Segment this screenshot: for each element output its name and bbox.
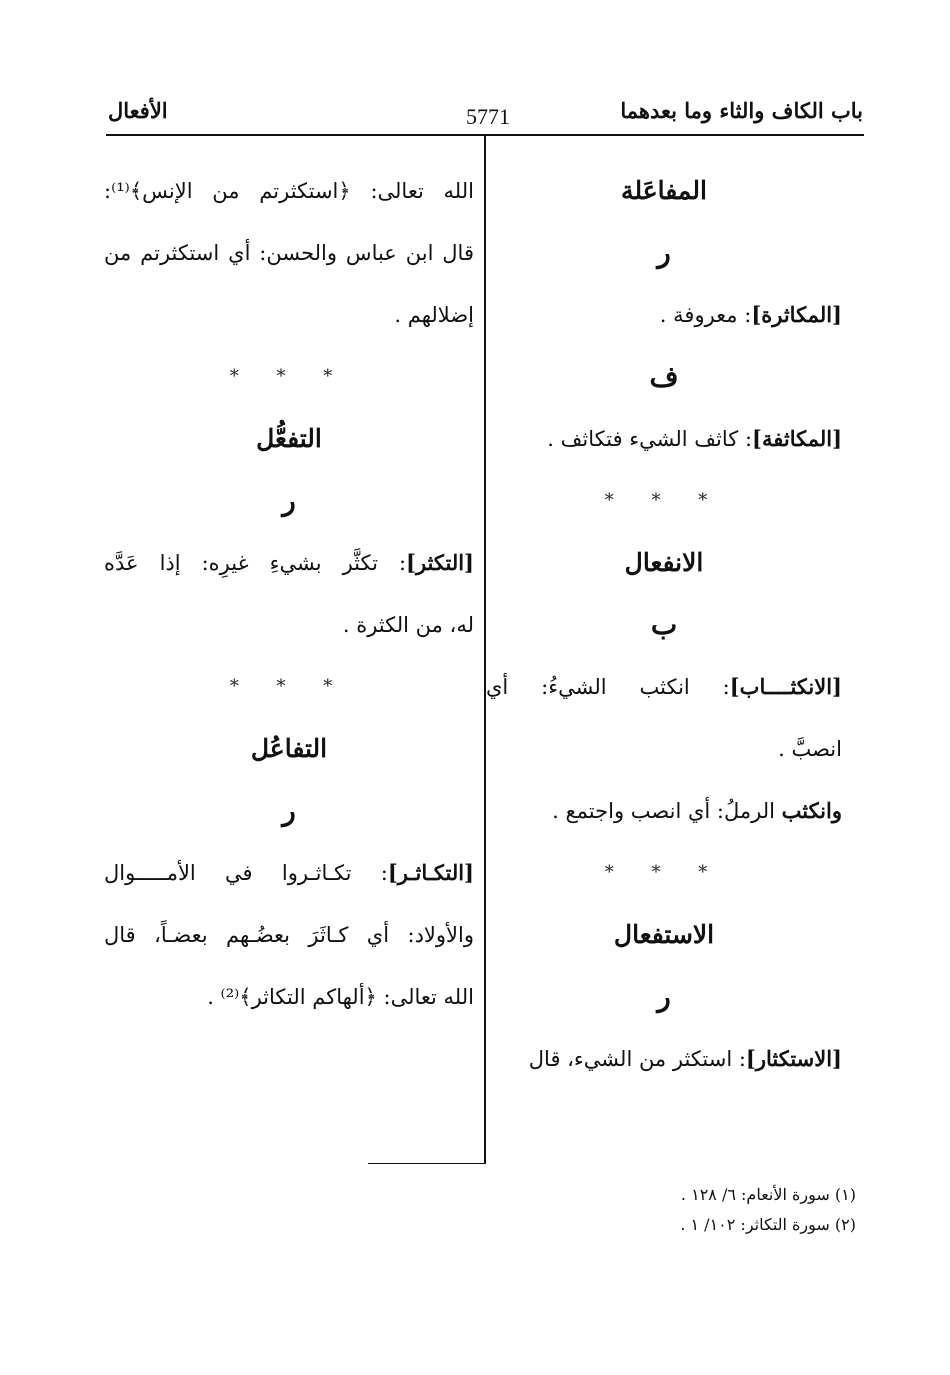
entry-inkithab — [486, 666, 842, 708]
entry-text: : تكثَّر بشيءِ غيرِه: إذا عَدَّه — [104, 551, 407, 575]
text-line: قال ابن عباس والحسن: أي استكثرتم من — [104, 241, 474, 265]
entry-head: [المكاثرة] — [751, 302, 842, 327]
section-title-infial: الانفعال — [624, 548, 704, 577]
right-column — [486, 170, 842, 1080]
section-title-tafaaul: التفاعُل — [250, 734, 328, 763]
entry-head: [التكـاثـر] — [387, 860, 474, 885]
entry-head: [الانكثــــاب] — [729, 674, 842, 699]
section-title-mufaala: المفاعَلة — [621, 176, 707, 205]
entry-head: [الاستكثار] — [745, 1046, 842, 1071]
entry-inkathaba — [486, 790, 842, 832]
letter-heading-ra: ر — [282, 484, 296, 517]
entry-text: : معروفة . — [659, 303, 752, 327]
entry-text: الرملُ: أي انصب واجتمع . — [552, 799, 782, 823]
entry-mukathafa — [486, 418, 842, 460]
chapter-title: باب الكاف والثاء وما بعدهما — [620, 98, 863, 123]
entry-text: : استكثر من الشيء، قال — [528, 1047, 746, 1071]
entry-head: [المكاثفة] — [752, 426, 842, 451]
section-running-title: الأفعال — [108, 98, 168, 123]
entry-takathur — [104, 852, 474, 894]
letter-heading-ra: ر — [282, 794, 296, 827]
entry-text: : كاثف الشيء فتكاثف . — [547, 427, 753, 451]
footnotes — [680, 1180, 856, 1240]
left-column — [104, 170, 474, 1018]
letter-heading-ra: ر — [657, 236, 671, 269]
text-line: الله تعالى: ﴿استكثرتم من الإنس﴾⁽¹⁾: — [104, 179, 474, 203]
entry-text-continued: انصبَّ . — [778, 737, 842, 761]
section-title-tafaul: التفعُّل — [256, 424, 322, 453]
entry-text-continued: والأولاد: أي كـاثَرَ بعضُـهم بعضـاً، قال — [104, 923, 474, 947]
footnote-1: (١) سورة الأنعام: ٦/ ١٢٨ . — [680, 1185, 856, 1204]
letter-heading-ra: ر — [657, 980, 671, 1013]
entry-text-continued: له، من الكثرة . — [342, 613, 474, 637]
letter-heading-fa: ف — [649, 360, 679, 393]
entry-head: [التكثر] — [406, 550, 474, 575]
entry-takaththur — [104, 542, 474, 584]
entry-istikthar — [486, 1038, 842, 1080]
entry-text: : انكثب الشيءُ: أي — [486, 675, 730, 699]
footnote-separator — [368, 1163, 484, 1164]
section-title-istifal: الاستفعال — [613, 920, 715, 949]
text-line: إضلالهم . — [394, 303, 474, 327]
page-number: 5771 — [466, 104, 510, 129]
section-separator: * * * — [229, 676, 349, 697]
section-separator: * * * — [229, 366, 349, 387]
entry-text-continued: الله تعالى: ﴿ألهاكم التكاثر﴾⁽²⁾ . — [207, 985, 474, 1009]
entry-subhead: وانكثب — [781, 798, 842, 823]
entry-text: : تكـاثـروا في الأمـــــوال — [104, 861, 388, 885]
section-separator: * * * — [604, 862, 724, 883]
footnote-2: (٢) سورة التكاثر: ١٠٢/ ١ . — [680, 1215, 856, 1234]
entry-mukathara — [486, 294, 842, 336]
letter-heading-ba: ب — [650, 608, 678, 641]
section-separator: * * * — [604, 490, 724, 511]
